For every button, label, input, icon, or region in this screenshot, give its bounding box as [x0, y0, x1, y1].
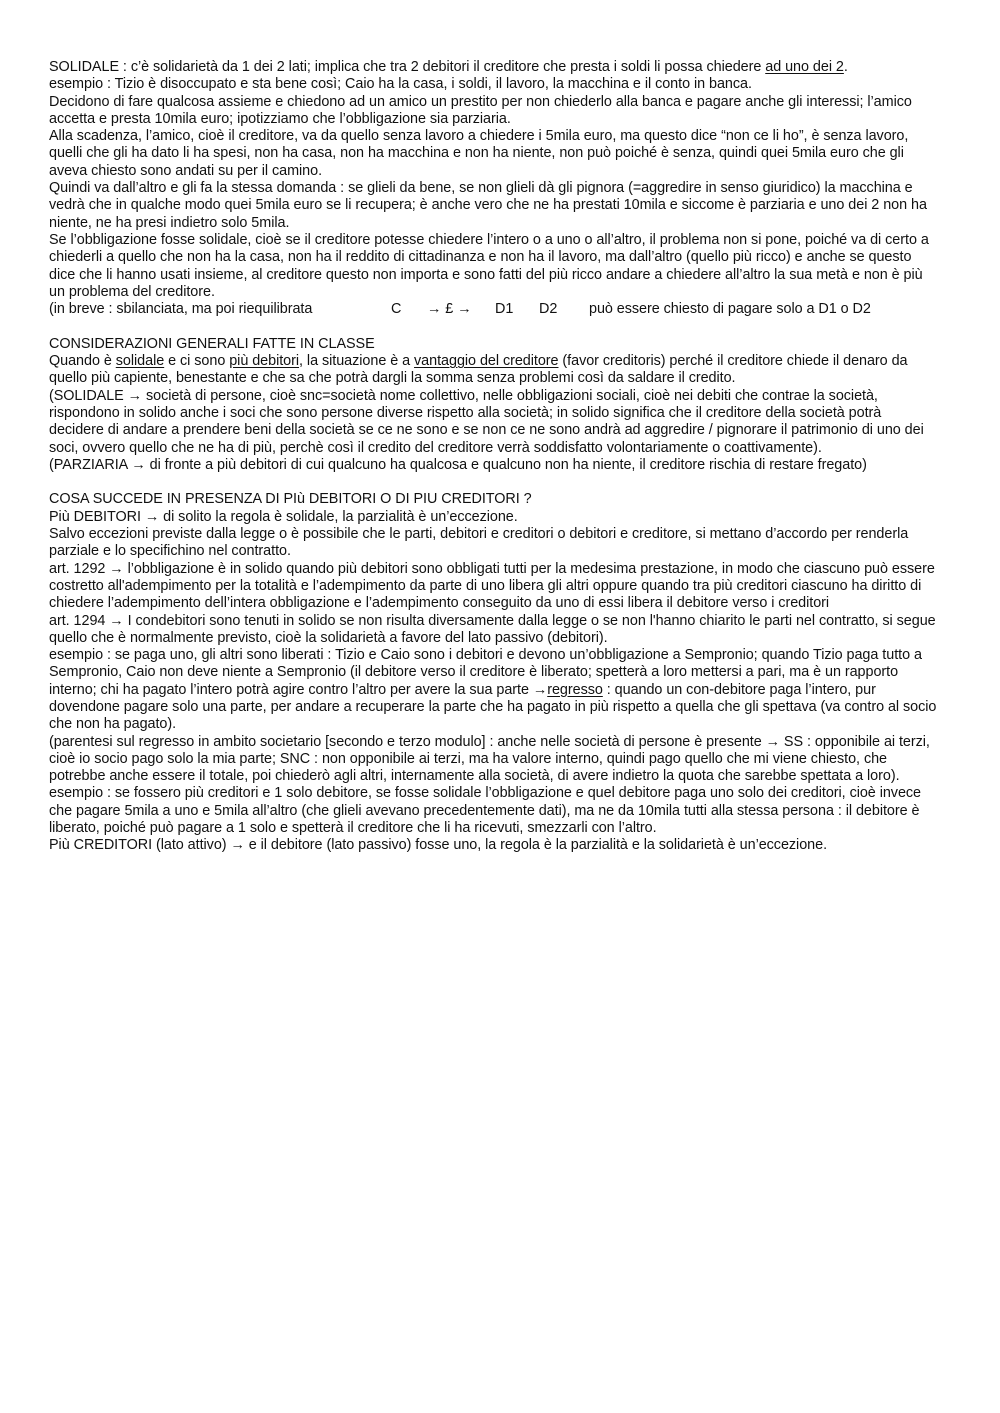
summary-diagram — [49, 301, 939, 318]
text-run: (favor creditoris) perché il creditore chiede il denaro da quello più capiente, benestante e che sa che potrà dargli la somma senza problemi così da saldare il credito. — [49, 353, 908, 387]
section-heading: CONSIDERAZIONI GENERALI FATTE IN CLASSE — [49, 335, 375, 352]
cosa-succede-paragraph: Salvo eccezioni previste dalla legge o è possibile che le parti, debitori e creditori o debitori e creditore, si mettano d’accordo per renderla parziale e lo specifichino nel contratto. — [49, 526, 909, 560]
underlined-phrase: ad uno dei 2 — [765, 59, 844, 75]
spacer — [49, 474, 939, 491]
cosa-succede-example: esempio : se fossero più creditori e 1 solo debitore, se fosse solidale l’obbligazione e quel debitore paga uno solo dei creditori, cioè invece che pagare 5mila a uno e 5mila all’altro (che glieli avevano precedentemente dati), ma ne da 10mila tutti alla stessa persona : il debitore è liberato, poiché può pagare a 1 solo e spetterà il creditore che li ha ricevuti, smezzarli con l’altro. — [49, 785, 922, 837]
diagram-debtor-1: D1 — [495, 301, 514, 318]
solidale-example: esempio : Tizio è disoccupato e sta bene così; Caio ha la casa, i soldi, il lavoro, la macchina e il conto in banca. — [49, 76, 752, 93]
spacer — [49, 318, 939, 335]
underlined-phrase: regresso — [547, 681, 603, 698]
diagram-creditor: C — [391, 301, 402, 318]
diagram-arrow: → £ → — [427, 301, 472, 318]
text-run: SOLIDALE : c’è solidarietà da 1 dei 2 lati; implica che tra 2 debitori il creditore che presta i soldi li possa chiedere — [49, 59, 766, 75]
section-heading: COSA SUCCEDE IN PRESENZA DI PIù DEBITORI O DI PIU CREDITORI ? — [49, 491, 532, 508]
article-1292: art. 1292 → l’obbligazione è in solido quando più debitori sono obbligati tutti per la medesima prestazione, in modo che ciascuno può essere costretto all'adempimento per la totalità e l’adempimento da parte di uno libera gli altri oppure quando tra più creditori ciascuno ha diritto di chiedere l’adempimento dell’intera obbligazione e l’adempimento conseguito da uno di essi libera il debitore verso i creditori — [49, 560, 935, 612]
diagram-label: (in breve : sbilanciata, ma poi riequilibrata — [49, 301, 313, 318]
solidale-paragraph: Alla scadenza, l’amico, cioè il creditore, va da quello senza lavoro a chiedere i 5mila euro, ma questo dice “non ce li ho”, è senza lavoro, quelli che gli ha dato li ha spesi, non ha casa, non ha macchina e non ha niente, non può poiché è senza, quindi quei 5mila euro che gli aveva chiesto sono andati su per il camino. — [49, 128, 909, 179]
cosa-succede-example — [49, 647, 939, 733]
article-1294: art. 1294 → I condebitori sono tenuti in solido se non risulta diversamente dalla legge o se non l'hanno chiarito le parti nel contratto, si segue quello che è normalmente previsto, cioè la solidarietà a favore del lato passivo (debitori). — [49, 612, 936, 646]
solidale-paragraph: Quindi va dall’altro e gli fa la stessa domanda : se glieli da bene, se non glieli dà gli pignora (=aggredire in senso giuridico) la macchina e vedrà che in qualche modo quei 5mila euro se li recupera; è anche vero che ne ha prestati 10mila e siccome è parziaria e uno dei 2 non ha niente, ne ha presi indietro solo 5mila. — [49, 180, 927, 231]
text-run: e ci sono — [164, 353, 230, 370]
text-run: : quando un con-debitore paga l’intero, pur dovendone pagare solo una parte, per andare a recuperare la parte che ha pagato in più rispetto a quella che gli spettava (va contro al socio che non ha pagato). — [49, 681, 937, 733]
document-page — [49, 59, 939, 855]
considerazioni-paragraph: (SOLIDALE → società di persone, cioè snc=società nome collettivo, nelle obbligazioni sociali, cioè nei debiti che contrae la società, rispondono in solido anche i soci che sono persone diverse rispetto alla società; in solido significa che il creditore della società potrà decidere di andare a prendere beni della società se ce ne sono e se non ce ne sono andrà ad aggredire / pignorare il patrimonio di uno dei soci, ovvero quello che ne ha di più, perchè così il credito del creditore verrà soddisfatto volontariamente o coattivamente). — [49, 387, 924, 456]
cosa-succede-paragraph: (parentesi sul regresso in ambito societario [secondo e terzo modulo] : anche nelle società di persone è presente → SS : opponibile ai terzi, cioè io socio pago solo la mia parte; SNC : non opponibile ai terzi, ma ha valore interno, quindi pago quello che mi viene chiesto, che potrebbe anche essere il totale, poi chiederò agli altri, internamente alla società, di avere indietro la quota che sarebbe spettata a loro). — [49, 733, 930, 785]
text-run: , la situazione è a — [299, 353, 415, 370]
cosa-succede-paragraph: Più CREDITORI (lato attivo) → e il debitore (lato passivo) fosse uno, la regola è la parzialità e la solidarietà è un’eccezione. — [49, 837, 828, 854]
diagram-debtor-2: D2 — [539, 301, 558, 318]
solidale-paragraph: Se l’obbligazione fosse solidale, cioè se il creditore potesse chiedere l’intero o a uno o all’altro, il problema non si pone, poiché va di certo a chiederli a quello che non ha la casa, non ha il reddito di cittadinanza e non ha il lavoro, ma dall’altro (quello più ricco) e anche se questo dice che li hanno usati insieme, al creditore questo non importa e sono fatti del più ricco andare a chiedere all’altro la sua metà e non è più un problema del creditore. — [49, 231, 929, 300]
underlined-phrase: vantaggio del creditore — [414, 353, 559, 370]
considerazioni-paragraph: (PARZIARIA → di fronte a più debitori di cui qualcuno ha qualcosa e qualcuno non ha niente, il creditore rischia di restare fregato) — [49, 456, 867, 473]
diagram-note: può essere chiesto di pagare solo a D1 o D2 — [589, 301, 871, 318]
text-run: Quando è — [49, 353, 116, 370]
text-run: esempio : se paga uno, gli altri sono liberati : Tizio e Caio sono i debitori e devono un’obbligazione a Sempronio; quando Tizio paga tutto a Sempronio, Caio non deve niente a Sempronio (il debitore verso il creditore è liberato; spetterà a loro mettersi a pari, ma è un rapporto interno; chi ha pagato l’intero potrà agire contro l’altro per avere la sua parte → — [49, 647, 922, 698]
underlined-phrase: più debitori — [229, 353, 300, 370]
solidale-definition — [49, 59, 939, 76]
text-run: . — [843, 59, 848, 75]
solidale-paragraph: Decidono di fare qualcosa assieme e chiedono ad un amico un prestito per non chiederlo alla banca e pagare anche gli interessi; l’amico accetta e presta 10mila euro; ipotizziamo che l’obbligazione sia parziaria. — [49, 93, 912, 127]
underlined-phrase: solidale — [115, 353, 165, 370]
cosa-succede-paragraph: Più DEBITORI → di solito la regola è solidale, la parzialità è un’eccezione. — [49, 508, 518, 525]
considerazioni-paragraph — [49, 353, 939, 388]
